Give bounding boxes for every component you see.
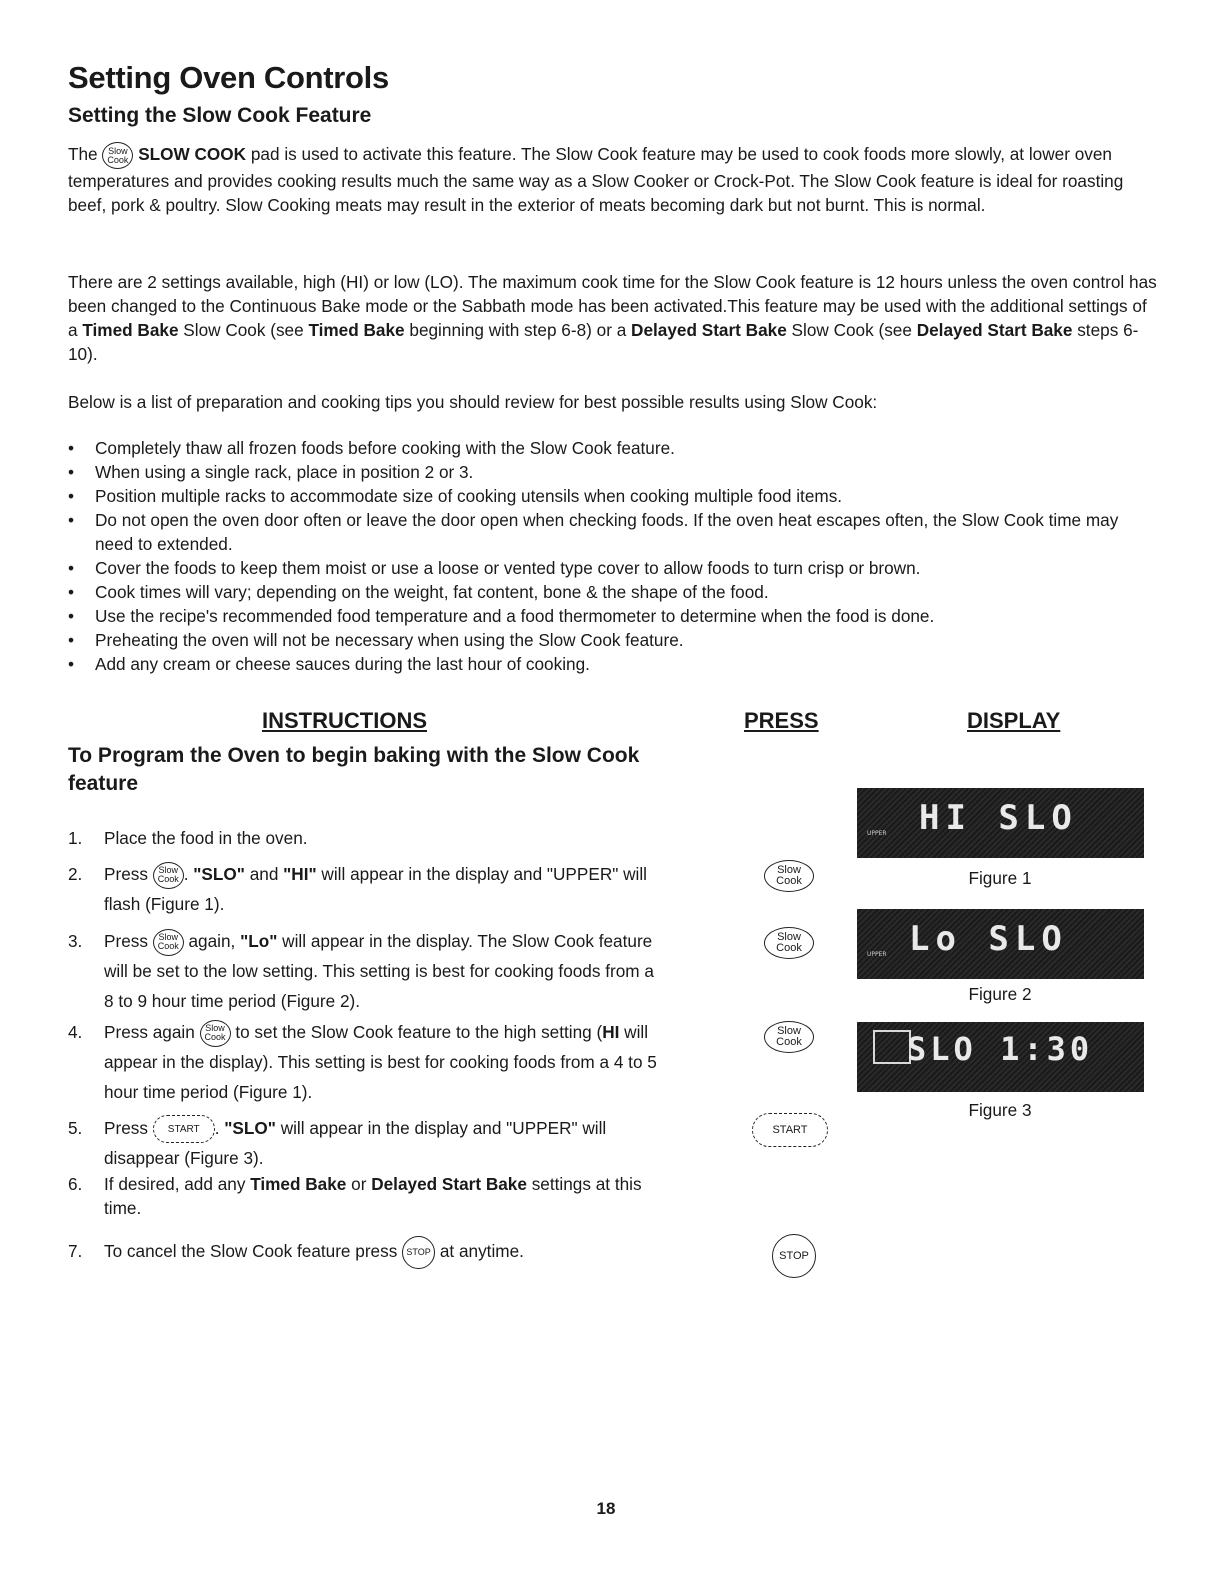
text: . bbox=[214, 1118, 225, 1138]
display-figure-1 bbox=[857, 788, 1144, 858]
intro-lead: The bbox=[68, 144, 98, 165]
page-title: Setting Oven Controls bbox=[68, 60, 389, 95]
intro-paragraph-2 bbox=[68, 270, 1158, 366]
text: If desired, add any bbox=[104, 1174, 251, 1194]
text: Press again bbox=[104, 1022, 195, 1042]
slow-cook-button[interactable] bbox=[764, 1021, 814, 1053]
pad-label-top: Slow bbox=[108, 145, 128, 156]
step-text bbox=[104, 1113, 668, 1173]
list-item: • Position multiple racks to accommodate size of cooking utensils when cooking multiple food items. bbox=[68, 484, 1148, 508]
pad-label-bottom: Cook bbox=[776, 1036, 802, 1048]
text: beginning with step 6-8) or a bbox=[404, 320, 632, 340]
text: Press bbox=[104, 864, 148, 884]
pad-label-top: Slow bbox=[158, 932, 178, 943]
text: Press bbox=[104, 1118, 148, 1138]
bold-term: "HI" bbox=[283, 864, 317, 884]
pad-label-bottom: Cook bbox=[157, 941, 179, 952]
step-7 bbox=[68, 1236, 668, 1269]
display-heading: DISPLAY bbox=[967, 708, 1061, 733]
step-text: Place the food in the oven. bbox=[104, 828, 308, 848]
pad-label-bottom: Cook bbox=[776, 942, 802, 954]
step-number: 6. bbox=[68, 1174, 83, 1194]
pad-label-top: Slow bbox=[777, 1025, 801, 1037]
bold-term: "SLO" bbox=[193, 864, 245, 884]
text: to set the Slow Cook feature to the high setting ( bbox=[230, 1022, 603, 1042]
bold-term: Delayed Start Bake bbox=[631, 320, 787, 340]
intro-paragraph-3: Below is a list of preparation and cooking tips you should review for best possible results using Slow Cook: bbox=[68, 392, 878, 412]
figure-caption: Figure 1 bbox=[968, 868, 1032, 888]
step-number: 3. bbox=[68, 931, 83, 951]
text: or bbox=[346, 1174, 372, 1194]
text: There are 2 settings available, high (HI) or low (LO). The maximum cook time for the Slow Cook feature is 12 hours unless the oven control has been changed to the Continuous Bake mode or the Sabbath mode has been activated.This feature may be used with the additional settings of a bbox=[68, 272, 1157, 340]
step-number: 4. bbox=[68, 1022, 83, 1042]
pad-label-bottom: Cook bbox=[776, 875, 802, 887]
pad-label-bottom: Cook bbox=[157, 874, 179, 885]
step-4 bbox=[68, 1017, 668, 1107]
step-number: 7. bbox=[68, 1241, 83, 1261]
pad-label-top: Slow bbox=[777, 931, 801, 943]
list-item: • Preheating the oven will not be necessary when using the Slow Cook feature. bbox=[68, 628, 1148, 652]
list-item: • Use the recipe's recommended food temperature and a food thermometer to determine when the food is done. bbox=[68, 604, 1148, 628]
display-text: Lo SLO bbox=[909, 919, 1068, 959]
step-number: 1. bbox=[68, 828, 83, 848]
text: will appear in the display and "UPPER" will flash (Figure 1). bbox=[104, 864, 647, 914]
bold-term: Timed Bake bbox=[308, 320, 405, 340]
bold-term: HI bbox=[602, 1022, 620, 1042]
pad-label-top: Slow bbox=[158, 865, 178, 876]
display-box-icon bbox=[873, 1030, 911, 1064]
bold-term: Delayed Start Bake bbox=[371, 1174, 527, 1194]
step-number: 2. bbox=[68, 864, 83, 884]
step-3 bbox=[68, 926, 668, 1016]
list-item: • Completely thaw all frozen foods before cooking with the Slow Cook feature. bbox=[68, 436, 1148, 460]
start-button[interactable]: START bbox=[752, 1113, 828, 1147]
display-text: SLO 1:30 bbox=[907, 1030, 1094, 1068]
display-figure-3 bbox=[857, 1022, 1144, 1092]
slow-cook-pad-icon bbox=[102, 142, 133, 169]
text: and bbox=[244, 864, 284, 884]
step-1 bbox=[68, 823, 668, 853]
step-number: 5. bbox=[68, 1118, 83, 1138]
step-text bbox=[104, 1172, 668, 1220]
bold-term: "Lo" bbox=[240, 931, 278, 951]
list-item: • Cook times will vary; depending on the weight, fat content, bone & the shape of the food. bbox=[68, 580, 1148, 604]
pad-label-top: Slow bbox=[205, 1023, 225, 1034]
step-6 bbox=[68, 1172, 668, 1220]
intro-paragraph-1 bbox=[68, 142, 1158, 217]
step-text bbox=[104, 1236, 668, 1269]
text: Press bbox=[104, 931, 148, 951]
upper-indicator: UPPER bbox=[867, 951, 887, 958]
slow-cook-button[interactable] bbox=[764, 927, 814, 959]
display-text: HI SLO bbox=[919, 798, 1078, 838]
text: settings at this time. bbox=[104, 1174, 642, 1218]
pad-label-bottom: Cook bbox=[107, 154, 129, 165]
text: To cancel the Slow Cook feature press bbox=[104, 1241, 398, 1262]
start-pad-icon: START bbox=[153, 1115, 215, 1143]
text: will appear in the display and "UPPER" will disappear (Figure 3). bbox=[104, 1118, 607, 1169]
section-title: Setting the Slow Cook Feature bbox=[68, 104, 372, 127]
bold-term: Timed Bake bbox=[82, 320, 179, 340]
list-item: • When using a single rack, place in position 2 or 3. bbox=[68, 460, 1148, 484]
step-text bbox=[104, 1017, 668, 1107]
slow-cook-pad-icon bbox=[200, 1020, 231, 1047]
list-item: • Add any cream or cheese sauces during the last hour of cooking. bbox=[68, 652, 1148, 676]
slow-cook-pad-icon bbox=[153, 862, 184, 889]
text: Slow Cook (see bbox=[178, 320, 309, 340]
stop-pad-icon: STOP bbox=[402, 1236, 435, 1269]
pad-label-bottom: Cook bbox=[204, 1032, 226, 1043]
text: steps 6-10). bbox=[68, 320, 1139, 364]
bold-term: Timed Bake bbox=[250, 1174, 347, 1194]
instructions-heading: INSTRUCTIONS bbox=[262, 708, 427, 733]
slow-cook-button[interactable] bbox=[764, 860, 814, 892]
text: . bbox=[183, 864, 194, 884]
press-heading: PRESS bbox=[744, 708, 819, 733]
text: again, bbox=[183, 931, 241, 951]
text: at anytime. bbox=[435, 1241, 524, 1262]
pad-label-top: Slow bbox=[777, 864, 801, 876]
step-5 bbox=[68, 1113, 668, 1173]
slow-cook-pad-name: SLOW COOK bbox=[138, 144, 247, 165]
tips-list bbox=[68, 436, 1148, 676]
text: will appear in the display. The Slow Cook feature will be set to the low setting. This setting is best for cooking foods from a 8 to 9 hour time period (Figure 2). bbox=[104, 931, 654, 1011]
list-item: • Cover the foods to keep them moist or use a loose or vented type cover to allow foods to turn crisp or brown. bbox=[68, 556, 1148, 580]
figure-caption: Figure 2 bbox=[968, 984, 1032, 1004]
step-text bbox=[104, 926, 668, 1016]
text: Slow Cook (see bbox=[786, 320, 917, 340]
stop-button[interactable]: STOP bbox=[772, 1234, 816, 1278]
upper-indicator: UPPER bbox=[867, 830, 887, 837]
slow-cook-pad-icon bbox=[153, 929, 184, 956]
intro-body: pad is used to activate this feature. The Slow Cook feature may be used to cook foods more slowly, at lower oven temperatures and provides cooking results much the same way as a Slow Cooker or Crock-Pot. The Slow Cook feature is ideal for roasting beef, pork & poultry. Slow Cooking meats may result in the exterior of meats becoming dark but not burnt. This is normal. bbox=[68, 144, 1124, 215]
figure-caption: Figure 3 bbox=[968, 1100, 1032, 1120]
step-2 bbox=[68, 859, 668, 919]
bold-term: "SLO" bbox=[224, 1118, 276, 1138]
step-text bbox=[104, 859, 668, 919]
program-heading: To Program the Oven to begin baking with the Slow Cook feature bbox=[68, 744, 640, 795]
list-item: • Do not open the oven door often or leave the door open when checking foods. If the oven heat escapes often, the Slow Cook time may need to extended. bbox=[68, 508, 1148, 556]
page-number: 18 bbox=[596, 1499, 616, 1518]
display-figure-2 bbox=[857, 909, 1144, 979]
bold-term: Delayed Start Bake bbox=[916, 320, 1073, 340]
text: will appear in the display). This setting is best for cooking foods from a 4 to 5 hour time period (Figure 1). bbox=[104, 1022, 657, 1102]
